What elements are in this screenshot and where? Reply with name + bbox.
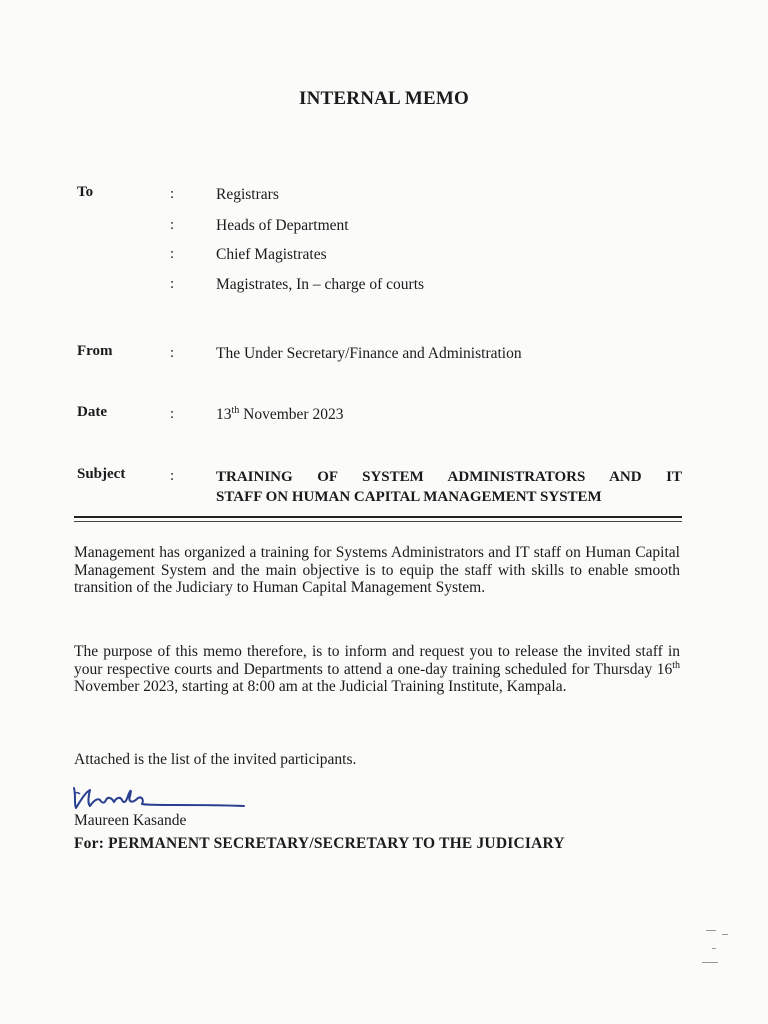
date-day-suffix: th [231,405,240,416]
body-paragraph-2 [74,643,680,696]
divider-thin [74,521,682,522]
subject-line-1: TRAINING OF SYSTEM ADMINISTRATORS AND IT [216,469,682,485]
date-day: 13 [216,406,232,424]
colon: : [170,186,175,202]
recipient-magistrates: Magistrates, In – charge of courts [216,276,425,293]
to-label: To [77,184,94,200]
date-rest: November 2023 [239,406,344,424]
handwritten-signature [70,782,250,816]
from-value: The Under Secretary/Finance and Administration [216,345,522,362]
scan-speck [706,930,716,931]
para2-after: November 2023, starting at 8:00 am at the Judicial Training Institute, Kampala. [74,678,567,695]
scan-speck [702,962,718,963]
recipient-chief-magistrates: Chief Magistrates [216,246,327,263]
scan-speck [722,934,728,935]
colon: : [170,345,175,361]
colon: : [170,406,175,422]
divider-thick [74,516,682,518]
colon: : [170,468,175,484]
signatory-for-line: For: PERMANENT SECRETARY/SECRETARY TO THE JUDICIARY [74,835,565,852]
recipient-heads-of-department: Heads of Department [216,217,349,234]
para2-sup: th [672,659,680,671]
body-paragraph-1: Management has organized a training for Systems Administrators and IT staff on Human Capital Management System and the main objective is to equip the staff with skills to enable smooth transition of the Judiciary to Human Capital Management System. [74,544,680,596]
colon: : [170,217,175,233]
subject-text [216,467,682,507]
signatory-name: Maureen Kasande [74,812,187,829]
body-paragraph-3: Attached is the list of the invited participants. [74,751,357,768]
from-label: From [77,343,113,359]
subject-label: Subject [77,466,126,482]
para2-before: The purpose of this memo therefore, is to inform and request you to release the invited staff in your respective courts and Departments to attend a one-day training scheduled for Thursday 16 [74,643,680,678]
date-value [216,405,343,424]
colon: : [170,276,175,292]
subject-line-2: STAFF ON HUMAN CAPITAL MANAGEMENT SYSTEM [216,489,602,505]
date-label: Date [77,404,107,420]
colon: : [170,246,175,262]
recipient-registrars: Registrars [216,186,279,203]
memo-title: INTERNAL MEMO [299,88,469,109]
scan-speck [712,948,716,949]
